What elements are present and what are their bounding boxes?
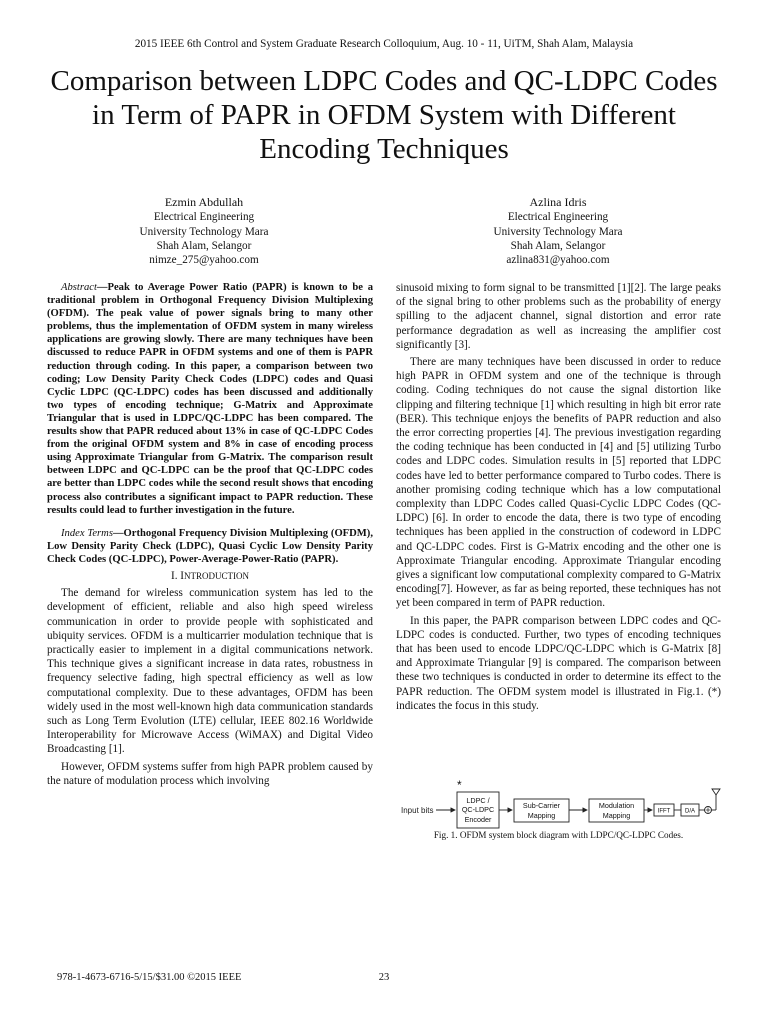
author-block-1 (79, 195, 329, 267)
antenna-head-icon (712, 789, 720, 795)
encoder-label-2: QC-LDPC (461, 805, 495, 814)
author-city: Shah Alam, Selangor (156, 239, 252, 252)
author-dept: Electrical Engineering (153, 211, 255, 224)
author-org: University Technology Mara (139, 225, 269, 238)
focus-star: * (457, 778, 462, 792)
section-heading-introduction (47, 569, 373, 583)
da-label: D/A (684, 808, 696, 815)
ifft-label: IFFT (657, 808, 671, 815)
abstract-dash: — (96, 282, 108, 293)
section-rest: NTRODUCTION (184, 570, 250, 581)
figure-caption: Fig. 1. OFDM system block diagram with LDPC/QC-LDPC Codes. (433, 830, 684, 840)
body-paragraph: There are many techniques have been discussed in order to reduce high PAPR in OFDM system and one of the technique is through coding. Coding techniques do not cause the signal distortion like clipping and filtering technique [1] which resulting in high bit error rate (BER). This technique enjoys the benefits of PAPR reduction and also the error correcting properties [4]. The previous investigation regarding the coding technique has been conducted in [4] and [5] utilizing Turbo codes and LDPC codes. Simulation results in [5] reported that LDPC codes have led to better performance compared to Turbo codes. There is another promising coding technique which has a low computational complexity than LDPC Codes called Quasi-Cyclic LDPC Codes (QC-LDPC) [6]. In order to encode the data, there is two type of encoding techniques has been applied in the construction of codeword in LDPC and QC-LDPC codes. First is G-Matrix encoding and the other one is Approximate Triangular encoding. Approximate Triangular encoding gives a significant low computational complexity compared to G-Matrix encoding[7]. However, as far as being reported, these techniques has not yet been compared in term of PAPR reduction. (396, 356, 721, 610)
right-column (396, 281, 721, 713)
paper-title: Comparison between LDPC Codes and QC-LDPC Codes in Term of PAPR in OFDM System with Different Encoding Techniques (50, 65, 718, 165)
author-email: nimze_275@yahoo.com (149, 254, 259, 267)
abstract-text: Peak to Average Power Ratio (PAPR) is known to be a traditional problem in Orthogonal Frequency Division Multiplexing (OFDM). The peak value of power signals bring to many other problems, thus the implementation of OFDM system in many wireless applications are growing slowly. There are many techniques have been discussed to reduce PAPR in OFDM systems and one of them is PAPR reduction through coding. In this paper, a comparison between two coding; Low Density Parity Check Codes (LDPC) codes and Quasi Cyclic LDPC (QC-LDPC) codes has been discussed and additionally two types of encoding technique; G-Matrix and Approximate Triangular that is used in LDPC/QC-LDPC has been compared. The results show that PAPR reduced about 13% in case of QC-LDPC Codes from the original OFDM system and 8% in case of encoding process using Approximate Triangular from G-Matrix. The comparison result between LDPC and QC-LDPC can be the proof that QC-LDPC codes are better than LDPC codes while the second result shows that encoding process also contributes a significant impact to PAPR reduction. These results could lead to further investigation in the future. (47, 282, 373, 516)
abstract-label: Abstract (61, 282, 97, 293)
body-paragraph: The demand for wireless communication system has led to the development of efficient, reliable and also high speed wireless communication in order to provide people with sophisticated and ubiquity services. OFDM is a multicarrier modulation technique that is practically easier to implement in a digital communications network. This technique gives a significant increase in data rates, robustness in frequency selective fading, high spectral efficiency as well as low computational complexity. Due to these advantages, OFDM has been widely used in the most well-known high data communication standards such as Long Term Evolution (LTE) cellular, IEEE 802.16 Worldwide Interoperability for Microwave Access (WiMAX) and Digital Video Broadcasting [1]. (47, 587, 373, 756)
abstract (47, 281, 373, 517)
index-terms (47, 527, 373, 566)
body-paragraph: However, OFDM systems suffer from high PAPR problem caused by the nature of modulation process which involving (47, 760, 373, 787)
block-diagram-svg (396, 778, 721, 834)
encoder-label-3: Encoder (464, 815, 492, 824)
subcarrier-label-2: Mapping (527, 811, 556, 820)
index-terms-text: Orthogonal Frequency Division Multiplexing (OFDM), Low Density Parity Check (LDPC), Quasi Cyclic Low Density Parity Check Codes (QC-LDPC), Power-Average-Power-Ratio (PAPR). (47, 527, 373, 565)
author-name: Ezmin Abdullah (164, 195, 244, 209)
index-terms-label: Index Terms (61, 527, 113, 539)
footer-isbn: 978-1-4673-6716-5/15/$31.00 ©2015 IEEE (57, 972, 242, 983)
subcarrier-label-1: Sub-Carrier (522, 801, 561, 810)
author-city: Shah Alam, Selangor (510, 239, 606, 252)
input-bits-label: Input bits (401, 806, 434, 815)
author-name: Azlina Idris (529, 195, 587, 209)
page-number: 23 (378, 972, 390, 983)
author-block-2 (433, 195, 683, 267)
modulation-label-2: Mapping (602, 811, 631, 820)
section-number: I. (170, 569, 181, 582)
author-org: University Technology Mara (493, 225, 623, 238)
left-column (47, 281, 373, 788)
author-email: azlina831@yahoo.com (506, 254, 610, 267)
encoder-label-1: LDPC / (466, 796, 490, 805)
author-dept: Electrical Engineering (507, 211, 609, 224)
body-paragraph: sinusoid mixing to form signal to be transmitted [1][2]. The large peaks of the signal bring to other problems such as the probability of energy spilling to the adjacent channel, signal distortion and error rate performance degradation as well as increasing the amplifier cost significantly [3]. (396, 282, 721, 351)
index-terms-dash: — (112, 527, 124, 539)
body-paragraph: In this paper, the PAPR comparison between LDPC codes and QC-LDPC codes is conducted. Further, two types of encoding techniques that has been used to encode LDPC/QC-LDPC which is G-Matrix [8] and Approximate Triangular [9] is compared. The comparison between these two techniques is conducted in order to determine its effect to the PAPR reduction. The OFDM system model is illustrated in Fig.1. (*) indicates the focus in this study. (396, 614, 721, 712)
conference-header: 2015 IEEE 6th Control and System Graduate Research Colloquium, Aug. 10 - 11, UiTM, Shah Alam, Malaysia (134, 38, 634, 50)
section-initial: I (180, 569, 185, 582)
modulation-label-1: Modulation (598, 801, 635, 810)
